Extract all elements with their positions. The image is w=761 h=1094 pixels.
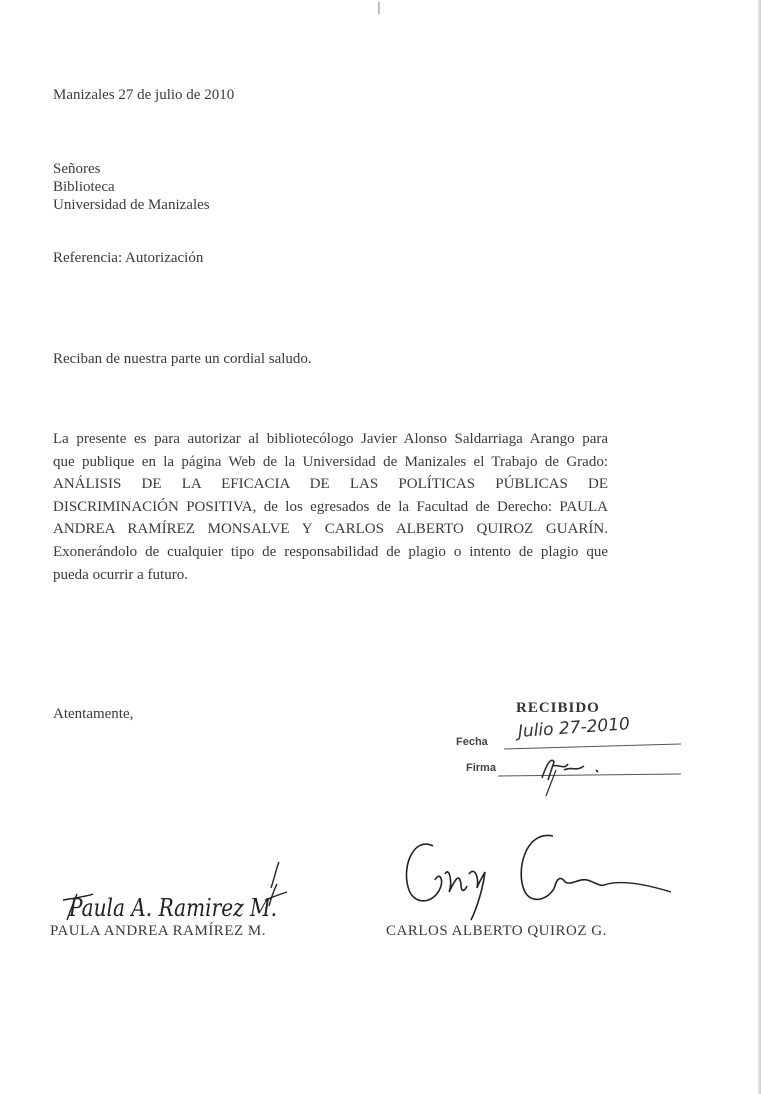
greeting-line: Reciban de nuestra parte un cordial saludo. — [53, 351, 312, 367]
body-line: DISCRIMINACIÓN POSITIVA, de los egresados de la Facultad de Derecho: PAULA — [53, 498, 608, 515]
signer-left-name: PAULA ANDREA RAMÍREZ M. — [50, 923, 266, 939]
body-line: Exonerándolo de cualquier tipo de responsabilidad de plagio o intento de plagio que — [53, 543, 608, 560]
signature-right-scrawl — [395, 822, 675, 922]
signer-right-name: CARLOS ALBERTO QUIROZ G. — [386, 923, 607, 939]
recipient-line-3: Universidad de Manizales — [53, 197, 210, 213]
stamp-fecha-value: Julio 27-2010 — [517, 714, 631, 742]
body-line: La presente es para autorizar al bibliotecólogo Javier Alonso Saldarriaga Arango para — [53, 431, 608, 447]
body-line: que publique en la página Web de la Universidad de Manizales el Trabajo de Grado: — [53, 453, 608, 470]
closing-line: Atentamente, — [53, 706, 134, 722]
stamp-lines — [456, 700, 696, 810]
scan-mark — [378, 2, 380, 14]
date-line: Manizales 27 de julio de 2010 — [53, 87, 235, 103]
stamp-firma-label: Firma — [466, 762, 496, 774]
stamp-initials — [542, 760, 598, 780]
recipient-line-2: Biblioteca — [53, 179, 115, 195]
stamp-fecha-underline — [504, 744, 681, 749]
body-paragraph — [53, 430, 608, 588]
received-stamp — [456, 700, 696, 810]
signature-left-scrawl — [55, 858, 295, 928]
reference-line: Referencia: Autorización — [53, 250, 204, 266]
body-line: ANÁLISIS DE LA EFICACIA DE LAS POLÍTICAS PÚBLICAS DE — [53, 476, 608, 493]
recipient-line-1: Señores — [53, 161, 101, 177]
stamp-firma-underline — [498, 774, 681, 776]
stamp-title: RECIBIDO — [516, 700, 600, 716]
body-line: pueda ocurrir a futuro. — [53, 566, 188, 583]
stamp-fecha-label: Fecha — [456, 736, 488, 748]
body-line: ANDREA RAMÍREZ MONSALVE Y CARLOS ALBERTO QUIROZ GUARÍN. — [53, 521, 608, 538]
signature-left-handwriting: Paula A. Ramirez M. — [68, 894, 278, 922]
